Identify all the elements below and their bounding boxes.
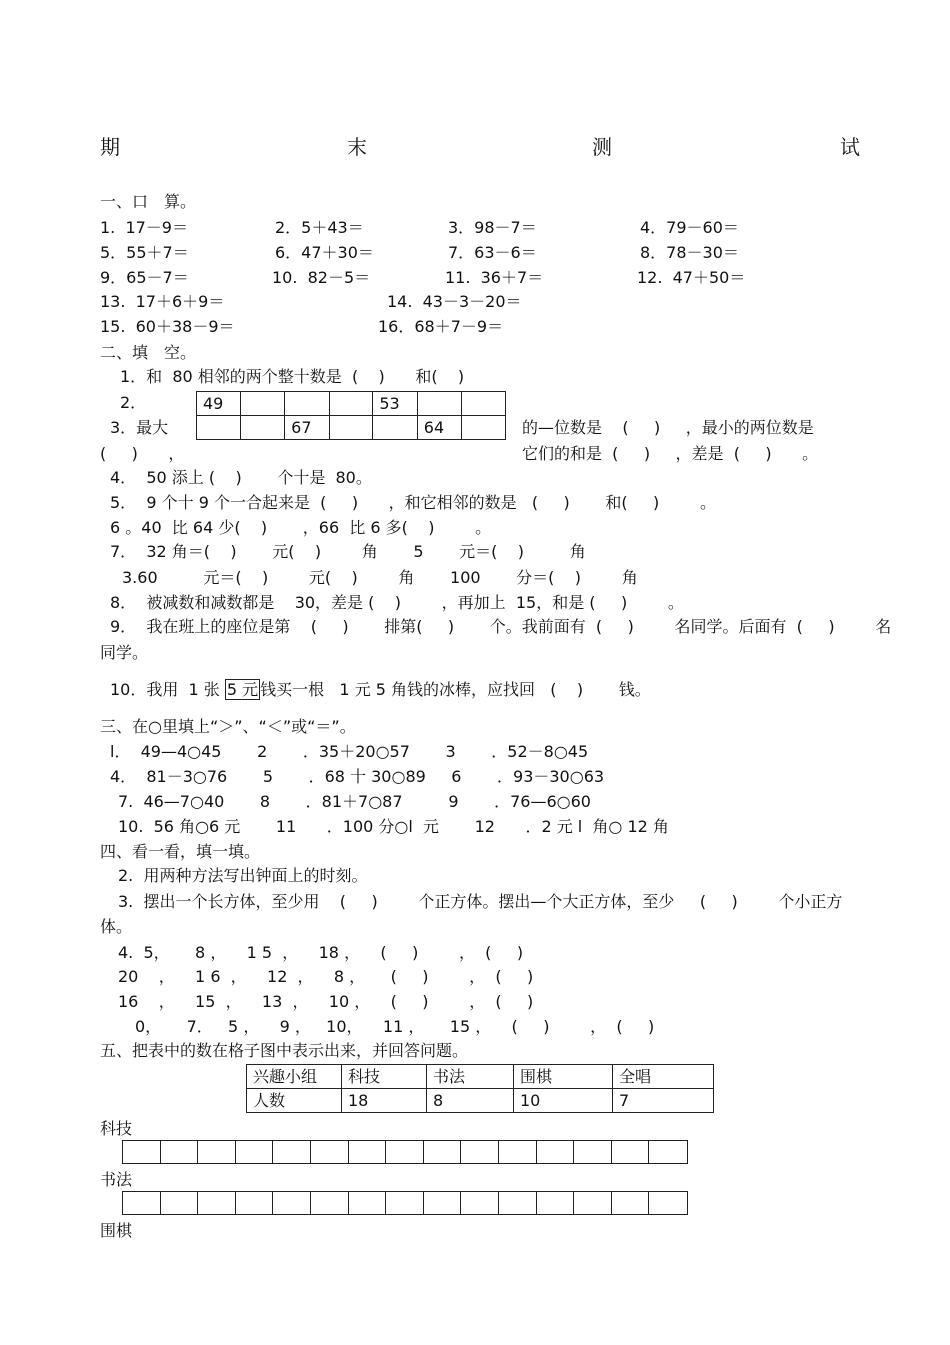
problem: 15. 60＋38－9＝ — [100, 317, 235, 336]
section-heading-2: 二、填 空。 — [100, 343, 197, 362]
title-char-1: 期 — [100, 135, 120, 159]
number-grid — [196, 391, 506, 440]
interest-table — [246, 1064, 714, 1113]
compare-row: 4． 81－3○76 5 ．68 十 30○89 6 ．93－30○63 — [110, 767, 605, 786]
sequence-row: 20 ， 1 6 ， 12 ， 8 ， ( ) ， ( ) — [118, 967, 534, 986]
title-char-3: 测 — [592, 135, 612, 159]
problem: 8．78－30＝ — [640, 243, 739, 262]
bar-label-shufa: 书法 — [100, 1170, 133, 1189]
grid-cell — [241, 392, 285, 416]
grid-cell — [285, 392, 329, 416]
table-cell: 18 — [342, 1089, 427, 1113]
question-cubes: 3. 摆出一个长方体，至少用 ( ) 个正方体。摆出—个大正方体，至少 ( ) 个小正方 — [118, 892, 843, 911]
problem: 10. 82－5＝ — [272, 268, 371, 287]
question-1: 1．和 80 相邻的两个整十数是 ( ) 和( ) — [120, 367, 465, 386]
question-9: 9． 我在班上的座位是第 ( ) 排第( ) 个。我前面有 ( ) 名同学。后面有 ( ) 名 — [110, 617, 892, 636]
problem: 14. 43－3－20＝ — [387, 292, 522, 311]
question-3-cont: 的—位数是 ( ) ，最小的两位数是 — [522, 418, 814, 437]
grid-cell — [462, 416, 506, 440]
sequence-row: 0， 7． 5 ， 9 ， 10， 11 ， 15 ， ( ) ， ( ) — [135, 1017, 655, 1036]
question-8: 8． 被减数和减数都是 30，差是 ( ) ，再加上 15，和是 ( ) 。 — [110, 593, 684, 612]
question-3-cont: ( ) ， — [100, 444, 185, 463]
problem: 6．47＋30＝ — [275, 243, 374, 262]
problem: 13. 17＋6＋9＝ — [100, 292, 225, 311]
question-cubes-cont: 体。 — [100, 917, 133, 936]
grid-cell: 49 — [197, 392, 241, 416]
compare-row: l． 49—4○45 2 ．35＋20○57 3 ．52－8○45 — [110, 742, 589, 761]
title-char-2: 末 — [347, 135, 367, 159]
problem: 1. 17－9＝ — [100, 218, 188, 237]
bar-label-keji: 科技 — [100, 1119, 133, 1138]
question-3: 3．最大 — [110, 418, 169, 437]
table-header: 围棋 — [514, 1065, 613, 1089]
grid-cell — [417, 392, 461, 416]
problem: 5．55＋7＝ — [100, 243, 189, 262]
bar-label-weiqi: 围棋 — [100, 1221, 133, 1240]
money-box: 5 元 — [226, 680, 259, 699]
sequence-row: 4. 5， 8 ， 1 5 ， 18 ， ( ) ， ( ) — [118, 943, 524, 962]
grid-cell: 64 — [417, 416, 461, 440]
problem: 7．63－6＝ — [448, 243, 537, 262]
grid-cell: 53 — [373, 392, 417, 416]
question-2-label: 2． — [120, 393, 147, 412]
grid-cell — [462, 392, 506, 416]
problem: 2．5＋43＝ — [275, 218, 364, 237]
table-cell: 人数 — [247, 1089, 342, 1113]
grid-cell — [241, 416, 285, 440]
section-heading-4: 四、看一看，填一填。 — [100, 842, 261, 861]
problem: 11. 36＋7＝ — [445, 268, 544, 287]
grid-cell — [197, 416, 241, 440]
sequence-row: 16 ， 15 ， 13 ， 10 ， ( ) ， ( ) — [118, 992, 534, 1011]
grid-cell — [329, 392, 373, 416]
problem: 16．68＋7－9＝ — [378, 317, 504, 336]
question-7: 7． 32 角＝( ) 元( ) 角 5 元＝( ) 角 — [110, 542, 586, 561]
table-cell: 10 — [514, 1089, 613, 1113]
question-clock: 2. 用两种方法写出钟面上的时刻。 — [118, 866, 368, 885]
question-9-cont: 同学。 — [100, 643, 149, 662]
compare-row: 7. 46—7○40 8 ．81＋7○87 9 ．76—6○60 — [118, 792, 591, 811]
question-7-cont: 3.60 元＝( ) 元( ) 角 100 分＝( ) 角 — [122, 568, 638, 587]
problem: 3．98－7＝ — [448, 218, 537, 237]
grid-cell: 67 — [285, 416, 329, 440]
problem: 9．65－7＝ — [100, 268, 189, 287]
table-header: 科技 — [342, 1065, 427, 1089]
question-10 — [110, 680, 651, 700]
question-4: 4． 50 添上 ( ) 个十是 80。 — [110, 468, 372, 487]
question-6: 6 。40 比 64 少( ) ，66 比 6 多( ) 。 — [110, 518, 492, 537]
question-10-text: 钱买一根 1 元 5 角钱的冰棒，应找回 ( ) 钱。 — [260, 680, 651, 699]
table-header: 兴趣小组 — [247, 1065, 342, 1089]
grid-bar-shufa — [122, 1191, 688, 1215]
table-header: 全唱 — [613, 1065, 714, 1089]
problem: 4．79－60＝ — [640, 218, 739, 237]
grid-bar-keji — [122, 1140, 688, 1164]
compare-row: 10. 56 角○6 元 11 ．100 分○l 元 12 ．2 元 l 角○ 12 角 — [118, 817, 669, 836]
section-heading-5: 五、把表中的数在格子图中表示出来，并回答问题。 — [100, 1041, 469, 1060]
section-heading-1: 一、口 算。 — [100, 192, 197, 211]
problem: 12. 47＋50＝ — [637, 268, 746, 287]
grid-cell — [373, 416, 417, 440]
table-header: 书法 — [427, 1065, 514, 1089]
question-3-cont: 它们的和是 ( ) ，差是 ( ) 。 — [522, 444, 819, 463]
table-cell: 7 — [613, 1089, 714, 1113]
table-cell: 8 — [427, 1089, 514, 1113]
title-char-4: 试 — [840, 135, 860, 159]
question-5: 5． 9 个十 9 个一合起来是 ( ) ，和它相邻的数是 ( ) 和( ) 。 — [110, 493, 716, 512]
grid-cell — [329, 416, 373, 440]
question-10-text: 10．我用 1 张 — [110, 680, 225, 699]
section-heading-3: 三、在○里填上“＞”、“＜”或“＝”。 — [100, 717, 356, 736]
